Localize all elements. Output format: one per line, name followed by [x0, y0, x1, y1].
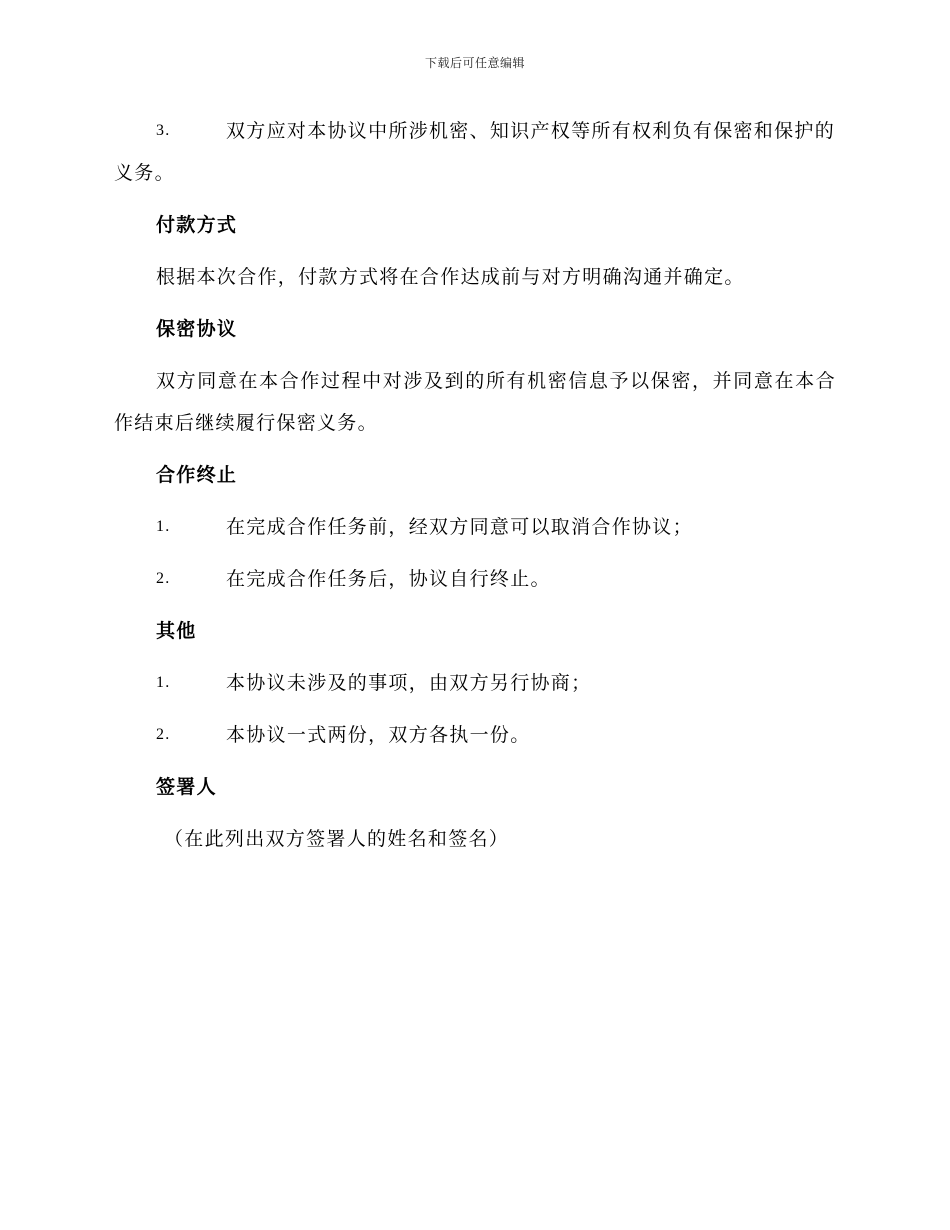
document-body — [114, 110, 836, 870]
clause-3-text: 双方应对本协议中所涉机密、知识产权等所有权利负有保密和保护的义务。 — [114, 120, 836, 184]
termination-item-2-number: 2. — [156, 570, 171, 587]
other-item-2 — [114, 714, 836, 756]
header-note: 下载后可任意编辑 — [424, 56, 525, 70]
payment-text: 根据本次合作，付款方式将在合作达成前与对方明确沟通并确定。 — [156, 266, 745, 288]
signatory-note: （在此列出双方签署人的姓名和签名） — [164, 828, 510, 850]
clause-3-number: 3. — [156, 122, 171, 139]
confidentiality-heading: 保密协议 — [156, 318, 238, 340]
other-item-1-number: 1. — [156, 674, 171, 691]
termination-item-1-text: 在完成合作任务前，经双方同意可以取消合作协议； — [226, 516, 693, 538]
clause-3 — [114, 110, 836, 194]
termination-item-1-number: 1. — [156, 518, 171, 535]
termination-item-2-text: 在完成合作任务后，协议自行终止。 — [226, 568, 551, 590]
payment-heading: 付款方式 — [156, 214, 238, 236]
other-item-2-number: 2. — [156, 726, 171, 743]
other-item-1 — [114, 662, 836, 704]
confidentiality-text: 双方同意在本合作过程中对涉及到的所有机密信息予以保密，并同意在本合作结束后继续履行保密义务。 — [114, 370, 836, 434]
termination-heading: 合作终止 — [156, 464, 238, 486]
other-heading: 其他 — [156, 620, 197, 642]
termination-item-2 — [114, 558, 836, 600]
other-item-1-text: 本协议未涉及的事项，由双方另行协商； — [226, 672, 592, 694]
other-item-2-text: 本协议一式两份，双方各执一份。 — [226, 724, 531, 746]
termination-item-1 — [114, 506, 836, 548]
signatory-heading: 签署人 — [156, 776, 217, 798]
